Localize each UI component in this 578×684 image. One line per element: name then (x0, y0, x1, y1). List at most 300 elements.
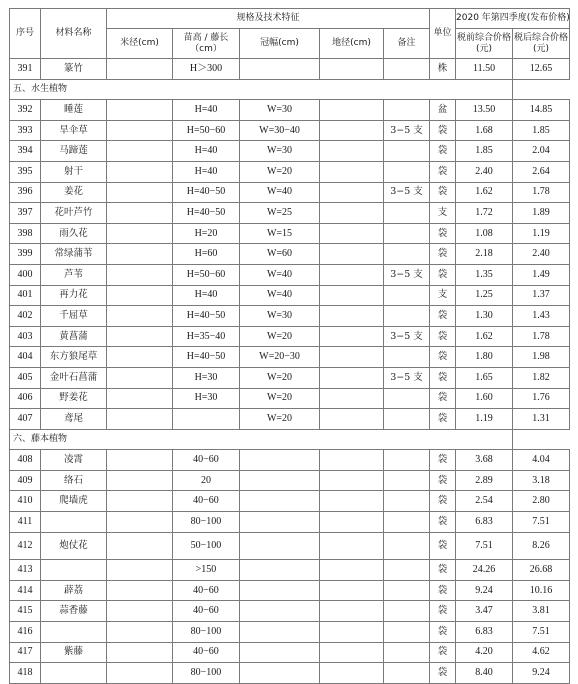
cell-post-tax-price: 8.26 (513, 532, 570, 560)
cell-height: 20 (173, 470, 240, 491)
table-body (10, 59, 570, 684)
cell-material-name: 紫藤 (41, 642, 107, 663)
cell-material-name: 射干 (41, 161, 107, 182)
table-row (10, 642, 570, 663)
cell-diameter (107, 491, 173, 512)
cell-seq: 403 (10, 326, 41, 347)
cell-material-name: 旱伞草 (41, 120, 107, 141)
table-row (10, 306, 570, 327)
cell-post-tax-price: 7.51 (513, 512, 570, 533)
cell-seq: 417 (10, 642, 41, 663)
cell-remark (384, 347, 430, 368)
cell-ground-diameter (320, 532, 384, 560)
header-spec-group: 规格及技术特征 (107, 9, 430, 29)
cell-pre-tax-price: 1.65 (456, 367, 513, 388)
cell-pre-tax-price: 3.47 (456, 601, 513, 622)
cell-diameter (107, 409, 173, 430)
cell-unit: 袋 (430, 306, 456, 327)
cell-ground-diameter (320, 367, 384, 388)
cell-pre-tax-price: 1.19 (456, 409, 513, 430)
cell-height: 40−60 (173, 580, 240, 601)
cell-post-tax-price: 2.04 (513, 141, 570, 162)
cell-ground-diameter (320, 409, 384, 430)
cell-unit: 袋 (430, 532, 456, 560)
cell-post-tax-price: 9.24 (513, 663, 570, 684)
cell-remark (384, 621, 430, 642)
cell-material-name: 薜荔 (41, 580, 107, 601)
cell-remark (384, 470, 430, 491)
cell-seq: 404 (10, 347, 41, 368)
cell-material-name: 凌霄 (41, 450, 107, 471)
cell-unit: 袋 (430, 223, 456, 244)
cell-height: H=40−50 (173, 347, 240, 368)
cell-height: 80−100 (173, 512, 240, 533)
table-row (10, 532, 570, 560)
cell-diameter (107, 264, 173, 285)
cell-pre-tax-price: 9.24 (456, 580, 513, 601)
cell-crown: W=30 (240, 141, 320, 162)
cell-post-tax-price: 3.81 (513, 601, 570, 622)
cell-crown: W=60 (240, 244, 320, 265)
cell-seq: 392 (10, 100, 41, 121)
cell-unit: 支 (430, 203, 456, 224)
cell-height (173, 409, 240, 430)
cell-unit: 袋 (430, 326, 456, 347)
price-table-page (9, 8, 569, 684)
cell-height: H=40−50 (173, 182, 240, 203)
cell-seq: 399 (10, 244, 41, 265)
cell-height: 80−100 (173, 621, 240, 642)
cell-seq: 400 (10, 264, 41, 285)
cell-unit: 袋 (430, 601, 456, 622)
cell-seq: 401 (10, 285, 41, 306)
cell-material-name (41, 621, 107, 642)
cell-remark (384, 409, 430, 430)
cell-diameter (107, 100, 173, 121)
cell-material-name: 再力花 (41, 285, 107, 306)
cell-unit: 袋 (430, 409, 456, 430)
cell-height: 40−60 (173, 450, 240, 471)
cell-post-tax-price: 4.62 (513, 642, 570, 663)
cell-material-name: 络石 (41, 470, 107, 491)
cell-post-tax-price: 3.18 (513, 470, 570, 491)
cell-diameter (107, 120, 173, 141)
cell-seq: 410 (10, 491, 41, 512)
section-row (10, 429, 570, 450)
cell-remark (384, 601, 430, 622)
cell-crown: W=20 (240, 409, 320, 430)
cell-ground-diameter (320, 161, 384, 182)
cell-crown: W=20 (240, 326, 320, 347)
cell-remark (384, 491, 430, 512)
material-price-table (9, 8, 570, 684)
cell-remark (384, 244, 430, 265)
cell-remark (384, 560, 430, 581)
cell-diameter (107, 244, 173, 265)
cell-seq: 405 (10, 367, 41, 388)
cell-remark (384, 203, 430, 224)
cell-pre-tax-price: 6.83 (456, 512, 513, 533)
cell-diameter (107, 663, 173, 684)
cell-material-name: 姜花 (41, 182, 107, 203)
cell-post-tax-price: 1.31 (513, 409, 570, 430)
cell-unit: 袋 (430, 161, 456, 182)
cell-seq: 396 (10, 182, 41, 203)
table-row (10, 367, 570, 388)
cell-unit: 袋 (430, 182, 456, 203)
cell-post-tax-price: 1.89 (513, 203, 570, 224)
cell-diameter (107, 141, 173, 162)
cell-pre-tax-price: 2.18 (456, 244, 513, 265)
cell-ground-diameter (320, 120, 384, 141)
cell-pre-tax-price: 1.62 (456, 182, 513, 203)
cell-crown: W=20 (240, 388, 320, 409)
header-post-tax-price: 税后综合价格(元) (513, 29, 570, 59)
header-height: 苗高 / 藤长（cm） (173, 29, 240, 59)
cell-height: H=60 (173, 244, 240, 265)
header-ground-diameter: 地径(cm) (320, 29, 384, 59)
cell-crown: W=30 (240, 306, 320, 327)
cell-height: >150 (173, 560, 240, 581)
cell-remark (384, 161, 430, 182)
table-row (10, 450, 570, 471)
cell-seq: 391 (10, 59, 41, 80)
cell-crown (240, 512, 320, 533)
cell-post-tax-price: 1.76 (513, 388, 570, 409)
cell-material-name: 睡莲 (41, 100, 107, 121)
cell-material-name: 东方狼尾草 (41, 347, 107, 368)
cell-remark (384, 388, 430, 409)
table-row (10, 409, 570, 430)
cell-height: H=40 (173, 100, 240, 121)
cell-height: 50−100 (173, 532, 240, 560)
cell-unit: 袋 (430, 244, 456, 265)
cell-pre-tax-price: 1.68 (456, 120, 513, 141)
cell-crown (240, 470, 320, 491)
cell-post-tax-price: 1.49 (513, 264, 570, 285)
cell-diameter (107, 326, 173, 347)
table-row (10, 182, 570, 203)
cell-seq: 394 (10, 141, 41, 162)
cell-crown: W=20 (240, 367, 320, 388)
cell-unit: 盆 (430, 100, 456, 121)
cell-remark (384, 580, 430, 601)
cell-remark: 3−5 支 (384, 120, 430, 141)
table-row (10, 120, 570, 141)
cell-seq: 393 (10, 120, 41, 141)
cell-ground-diameter (320, 264, 384, 285)
table-row (10, 244, 570, 265)
cell-unit: 支 (430, 285, 456, 306)
cell-seq: 414 (10, 580, 41, 601)
cell-crown (240, 491, 320, 512)
cell-diameter (107, 347, 173, 368)
cell-ground-diameter (320, 512, 384, 533)
cell-remark (384, 285, 430, 306)
cell-unit: 袋 (430, 663, 456, 684)
cell-seq: 402 (10, 306, 41, 327)
cell-material-name: 野姜花 (41, 388, 107, 409)
cell-ground-diameter (320, 100, 384, 121)
table-row (10, 560, 570, 581)
cell-material-name (41, 512, 107, 533)
cell-pre-tax-price: 1.60 (456, 388, 513, 409)
cell-pre-tax-price: 1.72 (456, 203, 513, 224)
cell-diameter (107, 388, 173, 409)
cell-pre-tax-price: 13.50 (456, 100, 513, 121)
cell-height: H=30 (173, 388, 240, 409)
cell-diameter (107, 367, 173, 388)
cell-crown: W=40 (240, 264, 320, 285)
cell-ground-diameter (320, 347, 384, 368)
cell-remark (384, 100, 430, 121)
cell-ground-diameter (320, 223, 384, 244)
cell-remark (384, 59, 430, 80)
cell-post-tax-price: 2.40 (513, 244, 570, 265)
cell-crown: W=20−30 (240, 347, 320, 368)
header-material-name: 材料名称 (41, 9, 107, 59)
cell-post-tax-price: 2.64 (513, 161, 570, 182)
cell-post-tax-price: 1.37 (513, 285, 570, 306)
cell-diameter (107, 532, 173, 560)
cell-pre-tax-price: 1.80 (456, 347, 513, 368)
cell-remark: 3−5 支 (384, 367, 430, 388)
cell-material-name: 黄菖蒲 (41, 326, 107, 347)
cell-post-tax-price: 12.65 (513, 59, 570, 80)
table-row (10, 663, 570, 684)
header-pre-tax-price: 税前综合价格(元) (456, 29, 513, 59)
cell-height: 40−60 (173, 642, 240, 663)
cell-unit: 袋 (430, 642, 456, 663)
cell-seq: 408 (10, 450, 41, 471)
cell-material-name: 炮仗花 (41, 532, 107, 560)
cell-ground-diameter (320, 621, 384, 642)
cell-seq: 416 (10, 621, 41, 642)
cell-crown: W=20 (240, 161, 320, 182)
cell-pre-tax-price: 1.25 (456, 285, 513, 306)
cell-crown: W=15 (240, 223, 320, 244)
cell-post-tax-price: 1.78 (513, 326, 570, 347)
cell-diameter (107, 161, 173, 182)
section-label: 五、水生植物 (10, 79, 41, 100)
cell-diameter (107, 642, 173, 663)
table-row (10, 621, 570, 642)
cell-ground-diameter (320, 306, 384, 327)
cell-crown: W=30 (240, 100, 320, 121)
section-filler (41, 79, 513, 100)
cell-ground-diameter (320, 141, 384, 162)
cell-seq: 397 (10, 203, 41, 224)
cell-diameter (107, 285, 173, 306)
cell-material-name: 蒜香藤 (41, 601, 107, 622)
cell-remark (384, 532, 430, 560)
cell-height: 40−60 (173, 491, 240, 512)
header-unit: 单位 (430, 9, 456, 59)
table-row (10, 223, 570, 244)
cell-post-tax-price: 1.78 (513, 182, 570, 203)
cell-material-name (41, 663, 107, 684)
cell-unit: 袋 (430, 560, 456, 581)
header-seq: 序号 (10, 9, 41, 59)
header-diameter: 米径(cm) (107, 29, 173, 59)
cell-height: H=40−50 (173, 203, 240, 224)
section-row (10, 79, 570, 100)
cell-unit: 袋 (430, 141, 456, 162)
cell-remark: 3−5 支 (384, 326, 430, 347)
cell-pre-tax-price: 1.30 (456, 306, 513, 327)
table-row (10, 100, 570, 121)
cell-pre-tax-price: 3.68 (456, 450, 513, 471)
cell-crown (240, 450, 320, 471)
cell-diameter (107, 182, 173, 203)
cell-ground-diameter (320, 601, 384, 622)
cell-diameter (107, 621, 173, 642)
table-row (10, 347, 570, 368)
table-row (10, 491, 570, 512)
cell-post-tax-price: 2.80 (513, 491, 570, 512)
cell-diameter (107, 203, 173, 224)
cell-height: H＞300 (173, 59, 240, 80)
cell-ground-diameter (320, 642, 384, 663)
table-row (10, 580, 570, 601)
cell-height: H=35−40 (173, 326, 240, 347)
cell-seq: 406 (10, 388, 41, 409)
cell-pre-tax-price: 24.26 (456, 560, 513, 581)
cell-diameter (107, 450, 173, 471)
cell-crown (240, 560, 320, 581)
cell-pre-tax-price: 8.40 (456, 663, 513, 684)
cell-remark (384, 663, 430, 684)
cell-ground-diameter (320, 326, 384, 347)
cell-seq: 412 (10, 532, 41, 560)
cell-unit: 袋 (430, 388, 456, 409)
cell-material-name: 篆竹 (41, 59, 107, 80)
cell-crown (240, 580, 320, 601)
table-row (10, 59, 570, 80)
table-row (10, 203, 570, 224)
cell-unit: 袋 (430, 347, 456, 368)
cell-crown (240, 663, 320, 684)
cell-crown (240, 642, 320, 663)
cell-height: H=40 (173, 285, 240, 306)
cell-post-tax-price: 4.04 (513, 450, 570, 471)
cell-post-tax-price: 1.82 (513, 367, 570, 388)
cell-height: H=50−60 (173, 264, 240, 285)
cell-material-name: 鸢尾 (41, 409, 107, 430)
cell-height: H=30 (173, 367, 240, 388)
table-row (10, 512, 570, 533)
table-row (10, 601, 570, 622)
cell-seq: 411 (10, 512, 41, 533)
cell-material-name: 马蹄莲 (41, 141, 107, 162)
cell-post-tax-price: 10.16 (513, 580, 570, 601)
cell-pre-tax-price: 2.40 (456, 161, 513, 182)
cell-diameter (107, 59, 173, 80)
cell-crown: W=40 (240, 182, 320, 203)
cell-unit: 袋 (430, 621, 456, 642)
cell-diameter (107, 470, 173, 491)
cell-pre-tax-price: 11.50 (456, 59, 513, 80)
cell-material-name: 爬墙虎 (41, 491, 107, 512)
cell-diameter (107, 223, 173, 244)
cell-unit: 袋 (430, 264, 456, 285)
cell-remark (384, 141, 430, 162)
cell-post-tax-price: 1.85 (513, 120, 570, 141)
cell-remark: 3−5 支 (384, 264, 430, 285)
cell-ground-diameter (320, 491, 384, 512)
header-crown: 冠幅(cm) (240, 29, 320, 59)
cell-seq: 413 (10, 560, 41, 581)
cell-unit: 袋 (430, 491, 456, 512)
cell-ground-diameter (320, 182, 384, 203)
cell-diameter (107, 601, 173, 622)
cell-remark (384, 306, 430, 327)
table-row (10, 285, 570, 306)
cell-material-name: 花叶芦竹 (41, 203, 107, 224)
cell-pre-tax-price: 2.89 (456, 470, 513, 491)
cell-pre-tax-price: 2.54 (456, 491, 513, 512)
cell-pre-tax-price: 1.08 (456, 223, 513, 244)
cell-height: H=40 (173, 141, 240, 162)
table-row (10, 326, 570, 347)
cell-diameter (107, 512, 173, 533)
cell-ground-diameter (320, 285, 384, 306)
cell-seq: 415 (10, 601, 41, 622)
cell-pre-tax-price: 4.20 (456, 642, 513, 663)
cell-unit: 株 (430, 59, 456, 80)
table-row (10, 388, 570, 409)
table-row (10, 264, 570, 285)
cell-ground-diameter (320, 580, 384, 601)
cell-height: H=40−50 (173, 306, 240, 327)
cell-pre-tax-price: 7.51 (456, 532, 513, 560)
cell-post-tax-price: 1.19 (513, 223, 570, 244)
cell-unit: 袋 (430, 580, 456, 601)
header-remark: 备注 (384, 29, 430, 59)
cell-remark (384, 450, 430, 471)
cell-ground-diameter (320, 388, 384, 409)
cell-post-tax-price: 1.98 (513, 347, 570, 368)
cell-pre-tax-price: 6.83 (456, 621, 513, 642)
cell-crown: W=30−40 (240, 120, 320, 141)
cell-ground-diameter (320, 663, 384, 684)
cell-seq: 409 (10, 470, 41, 491)
cell-unit: 袋 (430, 120, 456, 141)
cell-material-name: 雨久花 (41, 223, 107, 244)
cell-unit: 袋 (430, 512, 456, 533)
cell-ground-diameter (320, 59, 384, 80)
cell-post-tax-price: 7.51 (513, 621, 570, 642)
cell-height: H=40 (173, 161, 240, 182)
cell-post-tax-price: 26.68 (513, 560, 570, 581)
cell-crown: W=25 (240, 203, 320, 224)
cell-seq: 407 (10, 409, 41, 430)
cell-post-tax-price: 14.85 (513, 100, 570, 121)
cell-post-tax-price: 1.43 (513, 306, 570, 327)
cell-pre-tax-price: 1.35 (456, 264, 513, 285)
section-label: 六、藤本植物 (10, 429, 41, 450)
cell-height: H=50−60 (173, 120, 240, 141)
cell-pre-tax-price: 1.85 (456, 141, 513, 162)
cell-material-name: 千屈草 (41, 306, 107, 327)
cell-ground-diameter (320, 450, 384, 471)
cell-unit: 袋 (430, 450, 456, 471)
cell-remark (384, 223, 430, 244)
cell-height: 40−60 (173, 601, 240, 622)
cell-unit: 袋 (430, 367, 456, 388)
cell-remark: 3−5 支 (384, 182, 430, 203)
cell-material-name (41, 560, 107, 581)
